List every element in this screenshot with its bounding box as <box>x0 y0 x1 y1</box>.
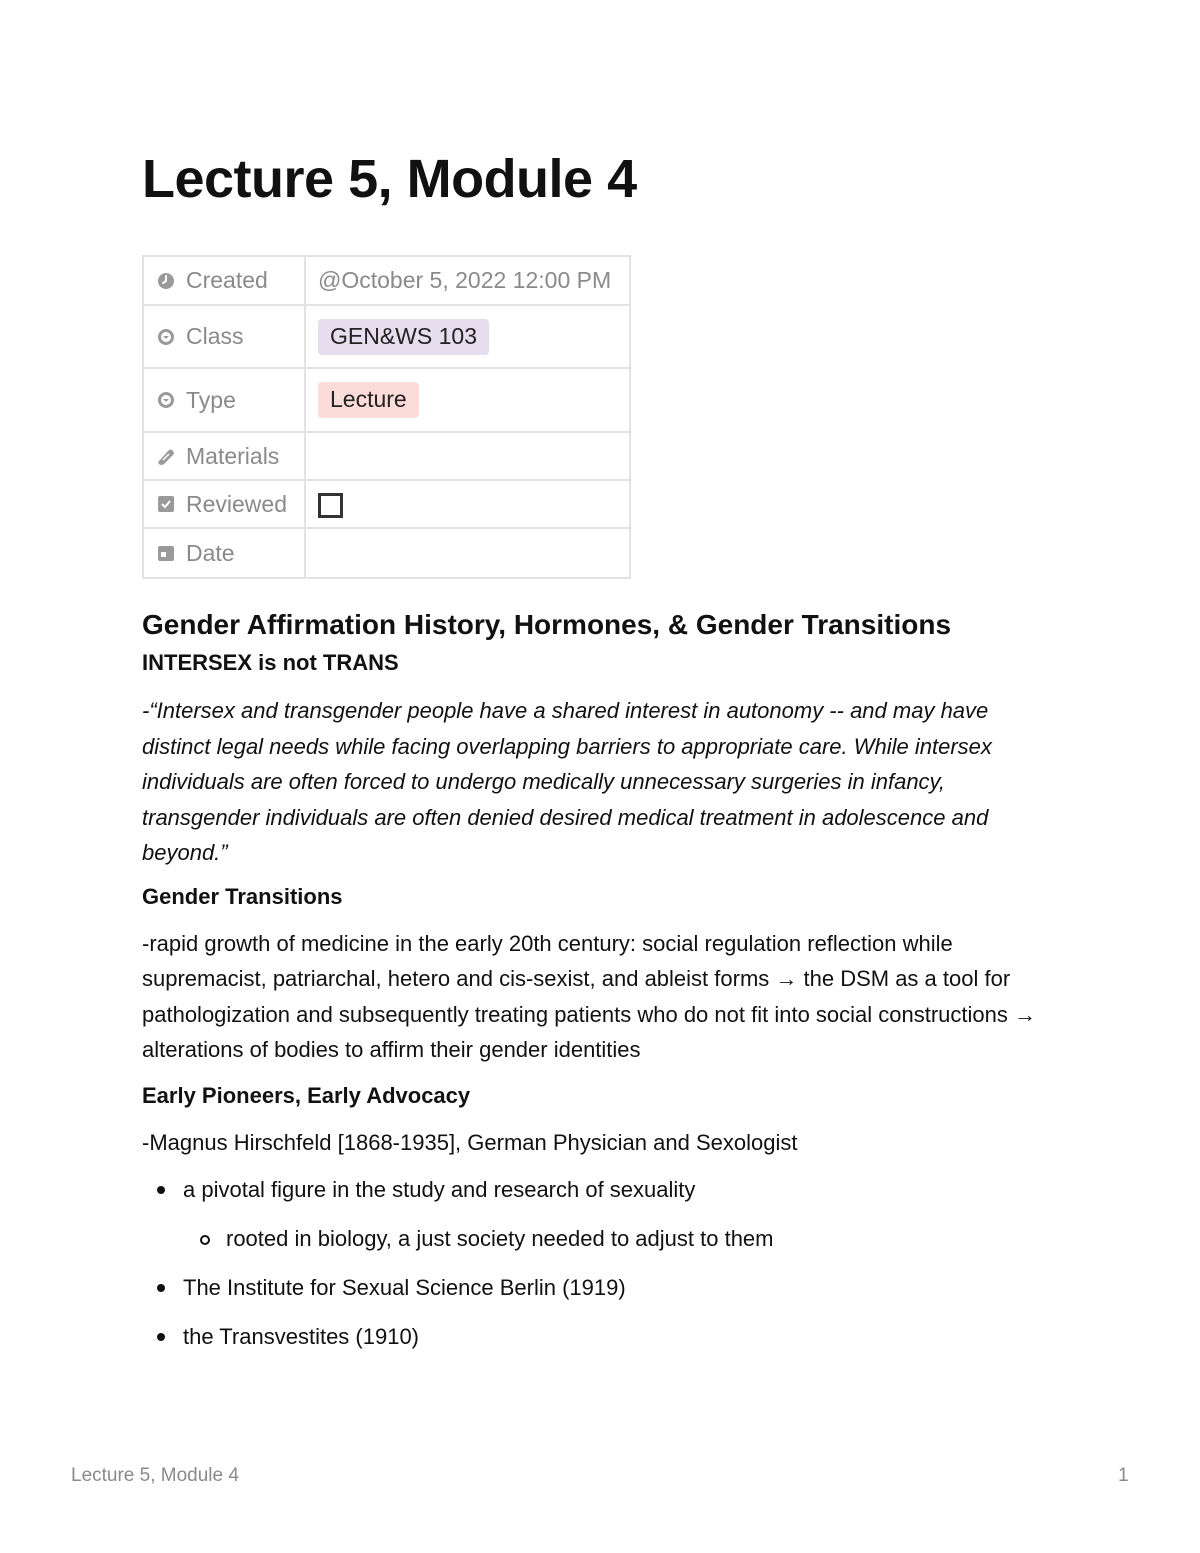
bullet-disc-icon <box>157 1186 165 1194</box>
transitions-paragraph: -rapid growth of medicine in the early 20th century: social regulation reflection while supremacist, patriarchal, hetero and cis-sexist, and ableist forms → the DSM as a tool for pathologization and subsequently treating patients who do not fit into social constructions → alterations of bodies to affirm their gender identities <box>142 930 1036 1062</box>
property-row-materials <box>143 432 630 480</box>
property-row-reviewed <box>143 480 630 528</box>
property-row-type <box>143 368 630 432</box>
pioneers-heading: Early Pioneers, Early Advocacy <box>142 1082 471 1108</box>
bullet-list <box>142 1173 1062 1354</box>
page-title: Lecture 5, Module 4 <box>142 149 637 209</box>
calendar-icon <box>156 543 176 563</box>
transitions-heading: Gender Transitions <box>142 883 343 909</box>
class-tag[interactable]: GEN&WS 103 <box>318 319 489 355</box>
property-label-type: Type <box>186 386 236 413</box>
list-item: a pivotal figure in the study and research of sexuality <box>142 1173 1062 1207</box>
checkbox-icon <box>156 494 176 514</box>
intersex-quote: -“Intersex and transgender people have a shared interest in autonomy -- and may have distinct legal needs while facing overlapping barriers to appropriate care. While intersex individuals are often forced to undergo medically unnecessary surgeries in infancy, transgender individuals are often denied desired medical treatment in adolescence and beyond.” <box>142 698 992 865</box>
date-value[interactable] <box>305 528 630 578</box>
materials-value[interactable] <box>305 432 630 480</box>
bullet-disc-icon <box>157 1284 165 1292</box>
property-row-class <box>143 305 630 368</box>
list-item: rooted in biology, a just society needed to adjust to them <box>142 1222 1062 1256</box>
list-item: The Institute for Sexual Science Berlin (1919) <box>142 1271 1062 1305</box>
property-label-class: Class <box>186 323 244 349</box>
select-icon <box>156 327 176 347</box>
intersex-heading: INTERSEX is not TRANS <box>142 650 399 675</box>
property-label-reviewed: Reviewed <box>186 490 287 517</box>
bullet-circle-icon <box>200 1235 210 1245</box>
property-label-materials: Materials <box>186 442 280 469</box>
paperclip-icon <box>156 446 176 466</box>
reviewed-checkbox[interactable] <box>318 493 343 518</box>
property-row-created <box>143 256 630 305</box>
page-number: 1 <box>1118 1465 1129 1486</box>
page-content <box>142 604 1062 1354</box>
properties-table <box>142 255 631 579</box>
footer-title: Lecture 5, Module 4 <box>71 1465 239 1486</box>
created-value[interactable]: @October 5, 2022 12:00 PM <box>305 256 630 305</box>
type-tag[interactable]: Lecture <box>318 382 419 418</box>
property-label-date: Date <box>186 539 235 566</box>
select-icon <box>156 390 176 410</box>
bullet-disc-icon <box>157 1333 165 1341</box>
list-item: the Transvestites (1910) <box>142 1320 1062 1354</box>
property-row-date <box>143 528 630 578</box>
property-label-created: Created <box>186 267 268 293</box>
section-heading: Gender Affirmation History, Hormones, & Gender Transitions <box>142 609 952 640</box>
pioneers-paragraph: -Magnus Hirschfeld [1868-1935], German Physician and Sexologist <box>142 1129 798 1155</box>
clock-icon <box>156 271 176 291</box>
